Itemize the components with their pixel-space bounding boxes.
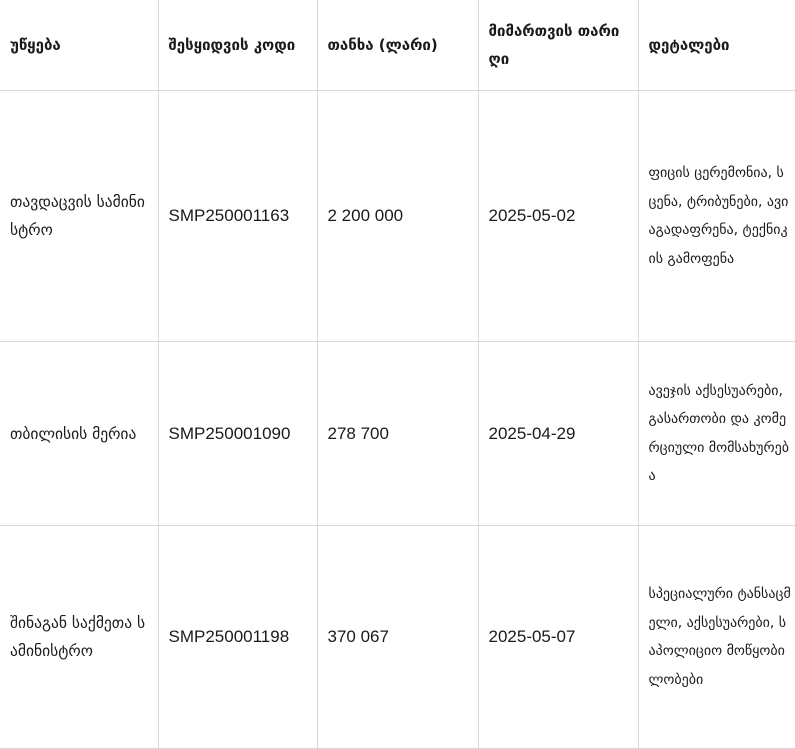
agency-cell: თავდაცვის სამინისტრო <box>0 91 158 342</box>
table-row <box>0 342 795 526</box>
procurement-code-cell: SMP250001090 <box>158 342 317 526</box>
table-row <box>0 526 795 749</box>
table-header <box>0 0 795 91</box>
amount-cell: 370 067 <box>317 526 478 749</box>
header-details: დეტალები <box>638 0 795 91</box>
procurement-code-cell: SMP250001198 <box>158 526 317 749</box>
request-date-cell: 2025-04-29 <box>478 342 638 526</box>
table-body <box>0 91 795 749</box>
header-procurement-code: შესყიდვის კოდი <box>158 0 317 91</box>
amount-cell: 2 200 000 <box>317 91 478 342</box>
details-cell: ფიცის ცერემონია, სცენა, ტრიბუნები, ავიაგადაფრენა, ტექნიკის გამოფენა <box>638 91 795 342</box>
request-date-cell: 2025-05-02 <box>478 91 638 342</box>
request-date-cell: 2025-05-07 <box>478 526 638 749</box>
table-row <box>0 91 795 342</box>
header-amount: თანხა (ლარი) <box>317 0 478 91</box>
agency-cell: თბილისის მერია <box>0 342 158 526</box>
details-cell: ავეჯის აქსესუარები, გასართობი და კომერციული მომსახურება <box>638 342 795 526</box>
amount-cell: 278 700 <box>317 342 478 526</box>
header-row <box>0 0 795 91</box>
details-cell: სპეციალური ტანსაცმელი, აქსესუარები, საპოლიციო მოწყობილობები <box>638 526 795 749</box>
header-agency: უწყება <box>0 0 158 91</box>
header-request-date: მიმართვის თარიღი <box>478 0 638 91</box>
procurement-code-cell: SMP250001163 <box>158 91 317 342</box>
agency-cell: შინაგან საქმეთა სამინისტრო <box>0 526 158 749</box>
